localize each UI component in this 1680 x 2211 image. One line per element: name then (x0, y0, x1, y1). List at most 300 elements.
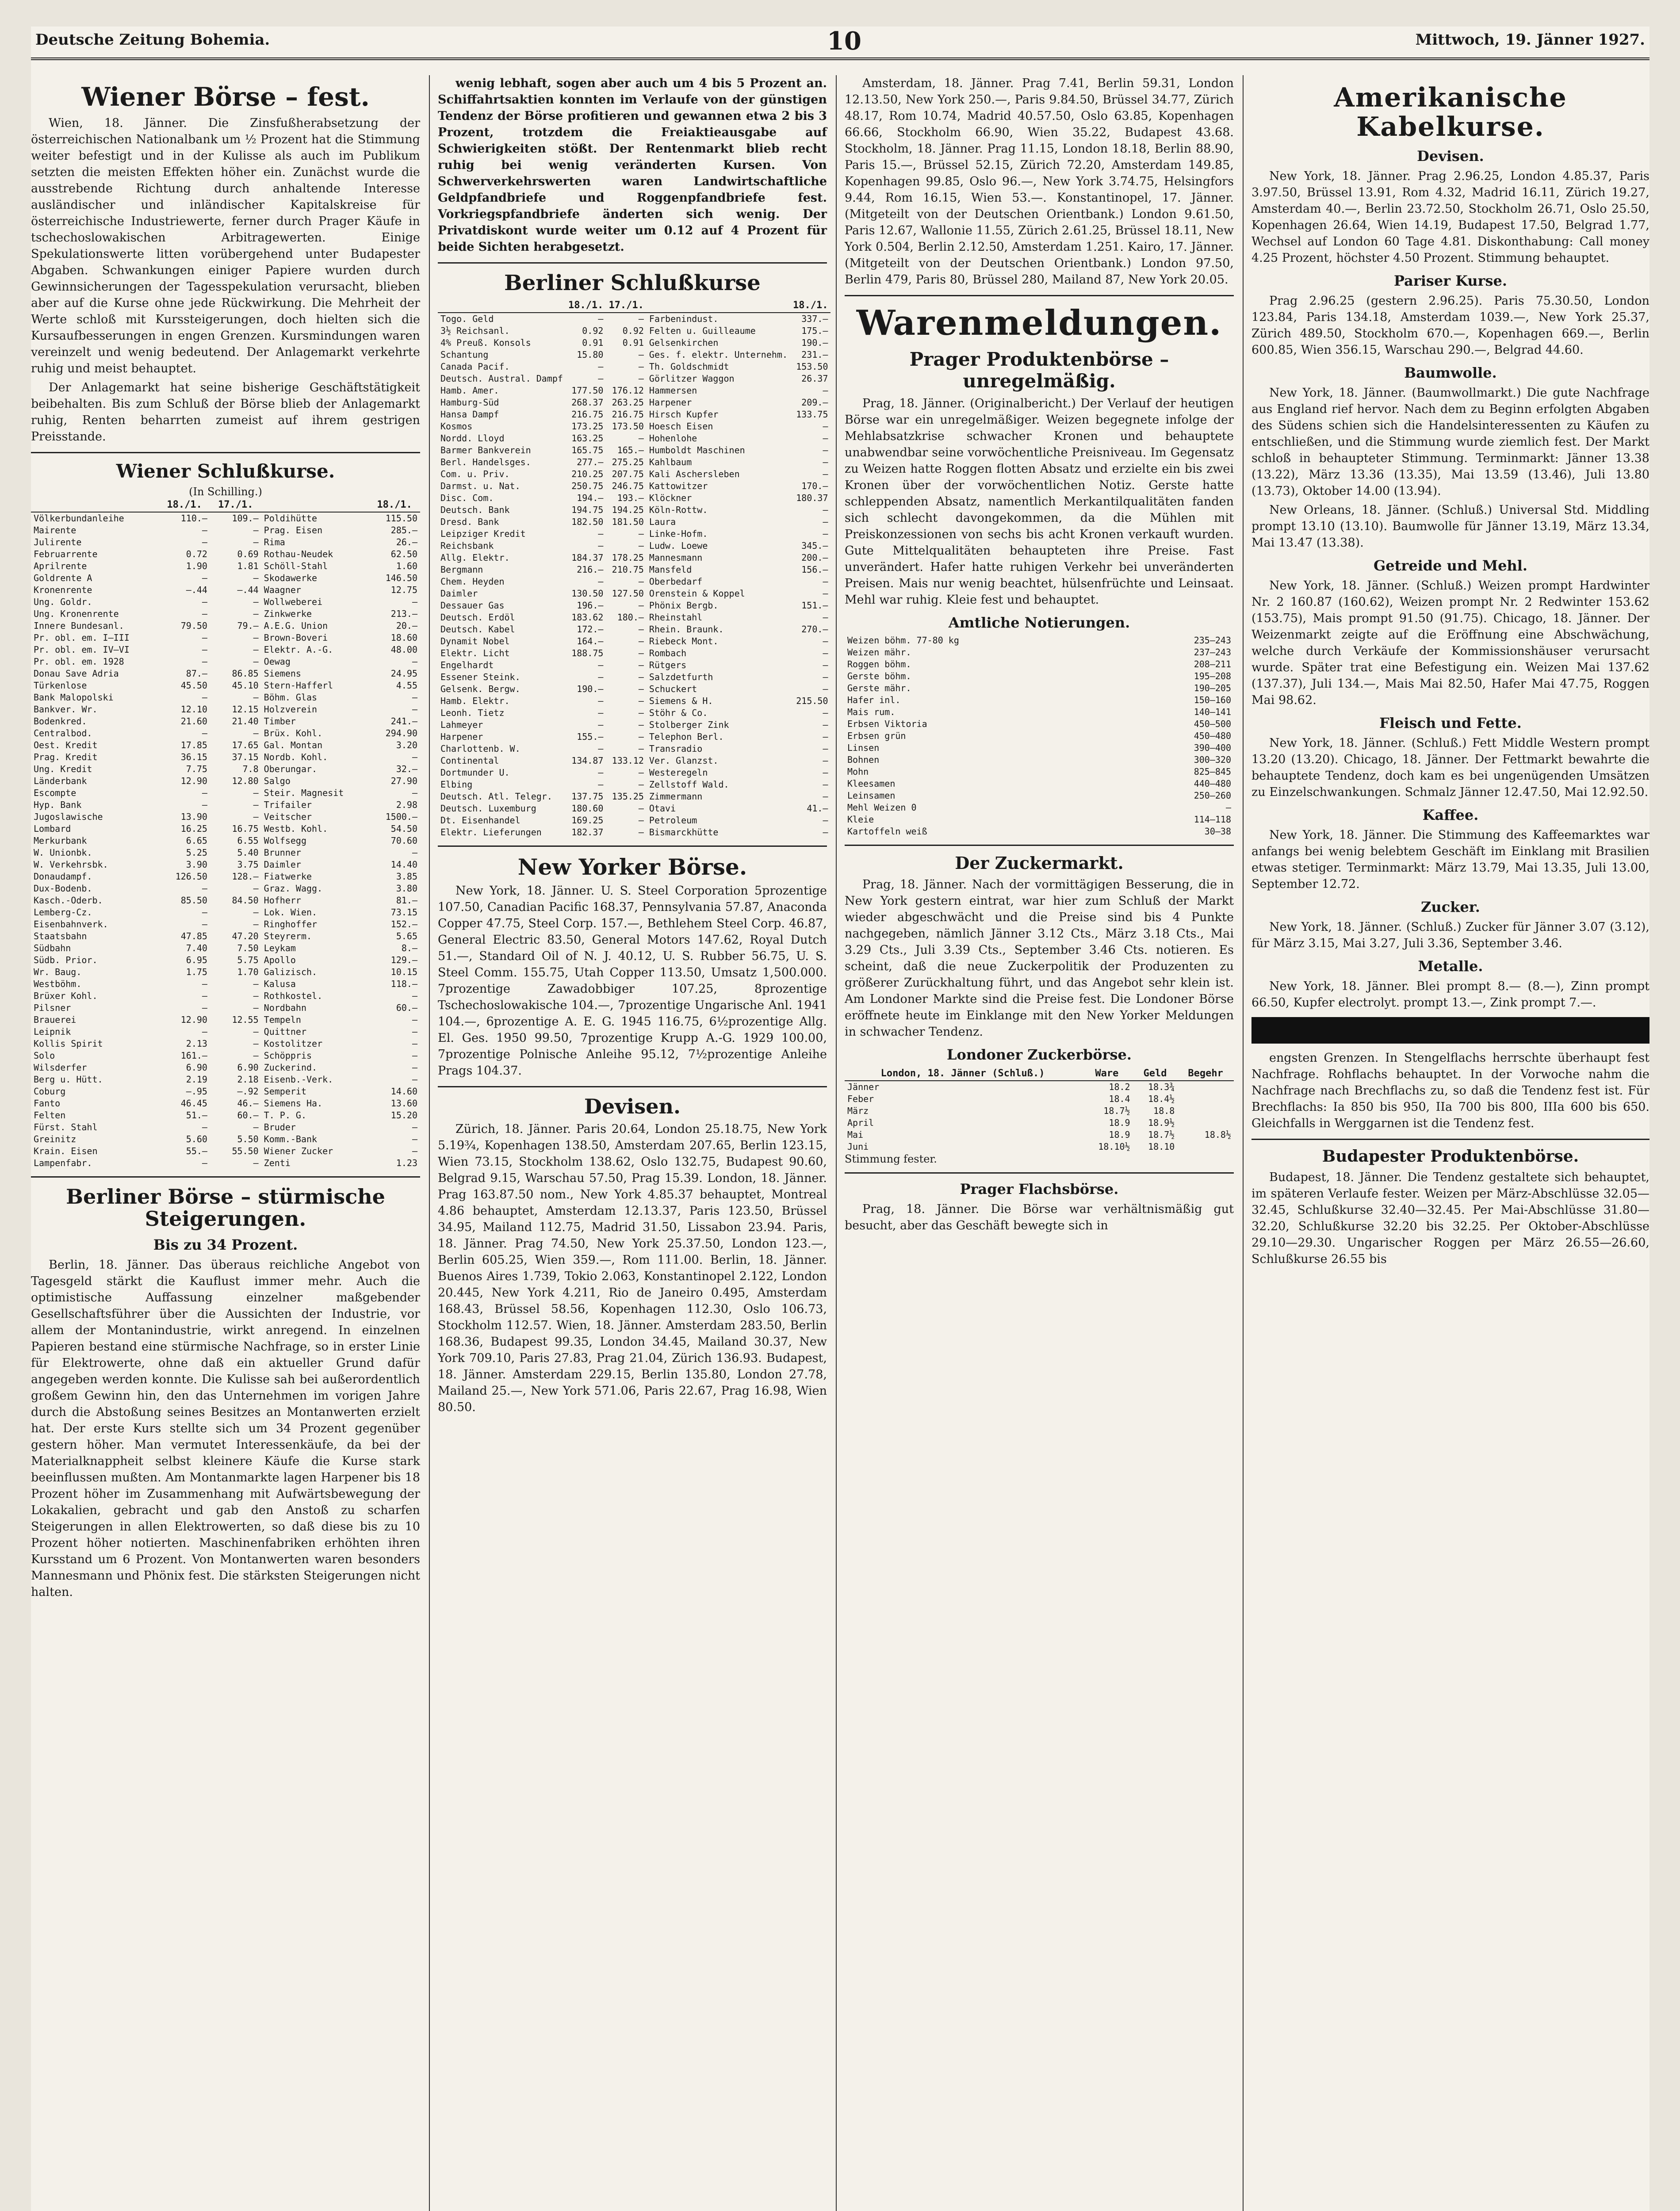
table-cell: 1.81 (237, 560, 259, 571)
table-row (31, 799, 420, 811)
table-cell: Riebeck Mont. (649, 635, 719, 646)
table-cell: — (638, 576, 644, 587)
table-cell: — (202, 883, 207, 894)
table-cell: — (823, 635, 828, 646)
table-row (31, 739, 420, 751)
table-cell: Südb. Prior. (34, 954, 98, 965)
table-cell: — (202, 1002, 207, 1013)
table-cell: Th. Goldschmidt (649, 361, 729, 372)
table-cell: Juni (847, 1141, 869, 1152)
table-cell: Fürst. Stahl (34, 1121, 98, 1132)
table-cell: Jänner (847, 1081, 880, 1092)
table-cell: 5.65 (396, 930, 417, 941)
table-cell: Krain. Eisen (34, 1145, 98, 1156)
table-cell: Apollo (264, 954, 296, 965)
table-cell: Dessauer Gas (440, 600, 505, 611)
table-row (31, 560, 420, 572)
table-row (31, 1074, 420, 1086)
table-cell: Kahlbaum (649, 456, 692, 467)
table-cell: 300—320 (1194, 754, 1231, 765)
table-cell: 140—141 (1194, 706, 1231, 717)
table-cell: 184.37 (571, 552, 604, 563)
col-header: London, 18. Jänner (Schluß.) (845, 1067, 1081, 1081)
table-cell: 6.65 (186, 835, 207, 846)
article-title-new-yorker-boerse: New Yorker Börse. (517, 853, 747, 880)
table-cell: Semperit (264, 1086, 306, 1097)
table-cell: 41.— (807, 803, 828, 814)
table-cell: 17.65 (232, 739, 259, 750)
article-title-flachsboerse: Prager Flachsbörse. (960, 1180, 1119, 1197)
table-row (438, 325, 830, 337)
table-cell: 210.25 (571, 468, 604, 479)
table-cell: — (823, 719, 828, 730)
table-cell: 235—243 (1194, 635, 1231, 646)
table-cell: 36.15 (180, 751, 207, 762)
table-cell: Telephon Berl. (649, 731, 724, 742)
table-cell: — (412, 1038, 417, 1049)
table-row (438, 492, 830, 504)
table-row (31, 680, 420, 692)
table-cell: Linke-Hofm. (649, 528, 708, 539)
divider (31, 452, 420, 453)
table-cell: Siemens Ha. (264, 1098, 323, 1109)
table-cell: 277.— (577, 456, 604, 467)
table-cell: Oest. Kredit (34, 739, 98, 750)
table-cell: 137.75 (571, 791, 604, 802)
table-cell: 60.— (396, 1002, 417, 1013)
table-cell: 51.— (186, 1109, 207, 1121)
table-cell: Rothkostel. (264, 990, 323, 1001)
table-cell: Mairente (34, 524, 77, 536)
table-row (31, 632, 420, 644)
table-cell: 294.90 (385, 727, 417, 738)
table-cell: Länderbank (34, 775, 87, 786)
table-cell: 173.25 (571, 421, 604, 432)
table-cell: 26.— (396, 536, 417, 547)
table-cell: Bismarckhütte (649, 826, 719, 838)
table-cell: Stern-Hafferl (264, 680, 333, 691)
table-cell: Brüxer Kohl. (34, 990, 98, 1001)
table-cell: 118.— (390, 978, 417, 989)
table-cell: — (638, 683, 644, 694)
table-cell: Com. u. Priv. (440, 468, 510, 479)
table-cell: Nordb. Kohl. (264, 751, 328, 762)
table-cell: Staatsbahn (34, 930, 87, 941)
article-title-produktenboerse: Prager Produktenbörse – unregelmäßig. (909, 348, 1169, 392)
table-cell: 54.50 (390, 823, 417, 834)
table-cell: Merkurbank (34, 835, 87, 846)
table-cell: — (253, 918, 259, 930)
table-cell: Oewag (264, 656, 291, 667)
table-row (438, 409, 830, 421)
table-cell: 60.— (237, 1109, 259, 1121)
table-cell: 268.37 (571, 397, 604, 408)
table-cell: — (412, 656, 417, 667)
divider (845, 295, 1234, 296)
table-cell: 18.4½ (1148, 1093, 1175, 1104)
table-row (31, 775, 420, 787)
table-cell: — (412, 704, 417, 715)
article-body: Prag, 18. Jänner. Nach der vormittägigen Besserung, die in New York gestern eintrat, war hier zum Schluß der Markt wieder abgeschwächt und die Preise sind bis 4 Punkte nachgegeben, nämlich Jänner 3.12 Cts., März 3.18 Cts., Mai 3.29 Cts., Juli 3.39 Cts., September 3.46 Cts. notieren. Es scheint, daß die neue Zuckerpolitik der Produzenten zu größerer Zurückhaltung führt, und das Angebot sehr klein ist. Am Londoner Markte sind die Preise fest. Die Londoner Börse eröffnete heute im Einklange mit den New Yorker Meldungen in schwacher Tendenz. (845, 877, 1234, 1039)
table-cell: — (823, 468, 828, 479)
table-cell: — (823, 504, 828, 515)
table-cell: April (847, 1117, 874, 1128)
table-cell: — (598, 528, 604, 539)
table-cell: Steyrerm. (264, 930, 312, 941)
table-cell: 5.50 (237, 1133, 259, 1144)
article-body: Prag, 18. Jänner. Die Börse war verhältnismäßig gut besucht, aber das Geschäft bewegte sich in (845, 1202, 1234, 1232)
table-row (31, 1014, 420, 1026)
table-cell: 128.— (232, 871, 259, 882)
table-cell: Görlitzer Waggon (649, 373, 735, 384)
table-cell: Reichsbank (440, 540, 494, 551)
table-cell: Erbsen Viktoria (847, 718, 927, 729)
table-cell: 450—500 (1194, 718, 1231, 729)
table-cell: — (202, 907, 207, 918)
wiener-schlusskurse-table (31, 498, 420, 1169)
table-cell: 155.— (577, 731, 604, 742)
table-cell: — (253, 990, 259, 1001)
table-cell: — (202, 692, 207, 703)
table-cell: Mannesmann (649, 552, 703, 563)
table-cell: Salgo (264, 775, 291, 786)
notierungen-table (845, 635, 1234, 838)
table-cell: 175.— (801, 325, 828, 336)
table-cell: Hyp. Bank (34, 799, 82, 810)
table-cell: — (823, 826, 828, 838)
table-cell: 180.— (617, 612, 644, 623)
table-cell: Ung. Goldr. (34, 596, 92, 607)
table-cell: 270.— (801, 624, 828, 635)
table-cell: — (253, 656, 259, 667)
table-cell: 133.75 (796, 409, 828, 420)
table-row (31, 1086, 420, 1098)
table-cell: 176.12 (612, 385, 644, 396)
subsection-kaffee: Kaffee. (1422, 807, 1479, 823)
table-cell: Westb. Kohl. (264, 823, 328, 834)
column-rule (1243, 75, 1244, 2211)
table-cell: 21.40 (232, 715, 259, 727)
table-cell: Rombach (649, 647, 687, 658)
table-cell: 151.— (801, 600, 828, 611)
table-row (31, 751, 420, 763)
table-cell: — (638, 671, 644, 682)
table-row (31, 1002, 420, 1014)
table-cell: — (253, 1157, 259, 1168)
table-cell: Prag. Eisen (264, 524, 323, 536)
table-cell: 3.75 (237, 859, 259, 870)
table-cell: 0.69 (237, 548, 259, 559)
table-cell: — (253, 1121, 259, 1132)
table-cell: — (823, 791, 828, 802)
table-header-row (845, 1067, 1234, 1081)
table-cell: Veitscher (264, 811, 312, 822)
table-row (845, 766, 1234, 778)
table-cell: — (253, 1026, 259, 1037)
table-cell: — (823, 707, 828, 718)
table-cell: 180.37 (796, 492, 828, 503)
table-row (438, 313, 830, 325)
table-row (31, 787, 420, 799)
table-cell: — (412, 847, 417, 858)
table-cell: Deutsch. Bank (440, 504, 510, 515)
table-cell: Deutsch. Kabel (440, 624, 515, 635)
article-subtitle: Bis zu 34 Prozent. (153, 1236, 298, 1253)
table-row (845, 1105, 1234, 1117)
table-cell: — (638, 361, 644, 372)
table-row (845, 814, 1234, 826)
table-row (438, 552, 830, 564)
table-cell: Togo. Geld (440, 313, 494, 324)
table-cell: Rhein. Braunk. (649, 624, 724, 635)
table-cell: — (202, 644, 207, 655)
table-cell: 1.90 (186, 560, 207, 571)
table-cell: — (202, 656, 207, 667)
table-cell: Februarrente (34, 548, 98, 559)
table-cell: Brauerei (34, 1014, 77, 1025)
table-cell: Zuckerind. (264, 1062, 318, 1073)
table-cell: Berg u. Hütt. (34, 1074, 103, 1085)
table-row (438, 647, 830, 659)
table-row (438, 683, 830, 695)
table-cell: 10.15 (390, 966, 417, 977)
table-cell: Dux-Bodenb. (34, 883, 92, 894)
table-cell: Orenstein & Koppel (649, 588, 745, 599)
table-cell: 0.91 (582, 337, 604, 348)
table-cell: Fiatwerke (264, 871, 312, 882)
table-cell: 3.20 (396, 739, 417, 750)
table-cell: Wr. Baug. (34, 966, 82, 977)
divider (438, 1086, 827, 1087)
table-cell: 164.— (577, 635, 604, 646)
table-row (845, 646, 1234, 658)
table-row (31, 668, 420, 680)
table-cell: — (253, 799, 259, 810)
table-cell: 6.55 (237, 835, 259, 846)
table-cell: — (638, 600, 644, 611)
col-header: 18./1. (369, 498, 420, 512)
table-cell: Charlottenb. W. (440, 743, 520, 754)
table-cell: Donau Save Adria (34, 668, 119, 679)
table-cell: Kartoffeln weiß (847, 826, 927, 837)
table-cell: Julirente (34, 536, 82, 547)
col-header: 18./1. (159, 498, 210, 512)
table-cell: Goldrente A (34, 572, 92, 583)
table-row (438, 767, 830, 779)
table-cell: — (253, 524, 259, 536)
table-cell: Deutsch. Luxemburg (440, 803, 536, 814)
table-cell: Felten u. Guilleaume (649, 325, 756, 336)
table-cell: 127.50 (612, 588, 644, 599)
table-cell: 48.00 (390, 644, 417, 655)
table-cell: 12.90 (180, 775, 207, 786)
table-cell: Allg. Elektr. (440, 552, 510, 563)
table-cell: 110.— (180, 513, 207, 524)
table-cell: 152.— (390, 918, 417, 930)
table-cell: — (638, 707, 644, 718)
black-bar (1251, 1017, 1649, 1044)
table-cell: Dynamit Nobel (440, 635, 510, 646)
table-cell: 30—38 (1204, 826, 1231, 837)
table-cell: Solo (34, 1050, 55, 1061)
table-row (845, 802, 1234, 814)
table-cell: — (823, 516, 828, 527)
table-cell: Rothau-Neudek (264, 548, 333, 559)
table-cell: 0.91 (622, 337, 644, 348)
table-cell: 13.90 (180, 811, 207, 822)
table-cell: — (202, 787, 207, 798)
table-cell: 4% Preuß. Konsols (440, 337, 531, 348)
table-row (845, 1081, 1234, 1093)
col-header: 17./1. (210, 498, 261, 512)
table-cell: 135.25 (612, 791, 644, 802)
table-row (845, 730, 1234, 742)
article-body: New York, 18. Jänner. Prag 2.96.25, London 4.85.37, Paris 3.97.50, Brüssel 13.91, Rom 4.32, Madrid 16.11, Zürich 19.27, Amsterdam 40.—, Berlin 23.72.50, Stockholm 26.71, Oslo 25.50, Kopenhagen 26.64, Wien 14.19, Budapest 17.50, Belgrad 1.77, Wechsel auf London 60 Tage 4.81. Diskonthabung: Call money 4.25 Prozent, höchster 4.50 Prozent. Stimmung behauptet. (1251, 169, 1649, 265)
table-title-berliner-schlusskurse: Berliner Schlußkurse (504, 271, 761, 295)
table-cell: 216.— (577, 564, 604, 575)
table-cell: Kleie (847, 814, 874, 825)
table-cell: Leonh. Tietz (440, 707, 505, 718)
table-row (31, 907, 420, 918)
table-row (845, 742, 1234, 754)
col-header: Ware (1081, 1067, 1133, 1081)
table-cell: Otavi (649, 803, 676, 814)
table-cell: Nordd. Lloyd (440, 432, 505, 444)
table-row (31, 608, 420, 620)
table-row (31, 811, 420, 823)
table-cell: 146.50 (385, 572, 417, 583)
table-cell: Kostolitzer (264, 1038, 323, 1049)
table-cell: 209.— (801, 397, 828, 408)
table-cell: Bohnen (847, 754, 880, 765)
table-cell: Centralbod. (34, 727, 92, 738)
table-header-row (438, 298, 830, 313)
table-row (438, 432, 830, 444)
table-row (31, 871, 420, 883)
table-cell: 17.85 (180, 739, 207, 750)
table-row (845, 635, 1234, 646)
column-1 (31, 75, 420, 2211)
table-cell: Continental (440, 755, 499, 766)
table-row (31, 715, 420, 727)
table-cell: Zellstoff Wald. (649, 779, 729, 790)
table-cell: — (823, 815, 828, 826)
subsection-devisen: Devisen. (1417, 148, 1484, 164)
table-cell: 47.85 (180, 930, 207, 941)
table-cell: — (412, 1062, 417, 1073)
table-cell: — (412, 692, 417, 703)
table-cell: Donaudampf. (34, 871, 92, 882)
table-cell: Timber (264, 715, 296, 727)
table-cell (1177, 1093, 1234, 1105)
table-row (31, 704, 420, 715)
table-cell: — (412, 596, 417, 607)
table-cell: Westböhm. (34, 978, 82, 989)
table-cell: Völkerbundanleihe (34, 513, 124, 524)
table-cell: — (638, 373, 644, 384)
table-cell: — (823, 385, 828, 396)
table-cell: Ung. Kredit (34, 763, 92, 774)
table-cell: Hirsch Kupfer (649, 409, 719, 420)
table-note: Stimmung fester. (845, 1152, 937, 1165)
table-cell: 193.— (617, 492, 644, 503)
table-cell: Linsen (847, 742, 880, 753)
table-cell: Ver. Glanzst. (649, 755, 719, 766)
article-body: New Orleans, 18. Jänner. (Schluß.) Universal Std. Middling prompt 13.10 (13.10). Baumwolle für Jänner 13.19, März 13.34, Mai 13.47 (13.38). (1251, 503, 1649, 550)
table-cell: A.E.G. Union (264, 620, 328, 631)
table-cell: — (598, 695, 604, 706)
table-cell: — (202, 799, 207, 810)
section-title-warenmeldungen: Warenmeldungen. (856, 303, 1222, 343)
table-cell: Gerste böhm. (847, 670, 911, 681)
article-title-budapester: Budapester Produktenbörse. (1322, 1147, 1579, 1166)
table-row (438, 444, 830, 456)
table-cell: — (202, 1157, 207, 1168)
table-cell: Quittner (264, 1026, 306, 1037)
table-cell: Hohenlohe (649, 432, 697, 444)
table-cell: 172.— (577, 624, 604, 635)
table-row (31, 512, 420, 524)
table-cell: — (253, 978, 259, 989)
table-cell: Südbahn (34, 942, 71, 953)
table-row (438, 456, 830, 468)
article-body: wenig lebhaft, sogen aber auch um 4 bis 5 Prozent an. Schiffahrtsaktien konnten im Verlaufe von der günstigen Tendenz der Börse profitieren und gewannen etwa 2 bis 3 Prozent, trotzdem die Freiaktieausgabe auf Schwierigkeiten stößt. Der Rentenmarkt blieb recht ruhig bei wenig veränderten Kursen. Von Schwerverkehrswerten waren Landwirtschaftliche Geldpfandbriefe und Roggenpfandbriefe fest. Vorkriegspfandbriefe änderten sich wenig. Der Privatdiskont wurde weiter um 0.12 auf 4 Prozent für beide Sichten herabgesetzt. (438, 77, 827, 254)
table-row (438, 361, 830, 373)
column-rule (429, 75, 430, 2211)
table-row (845, 1141, 1234, 1153)
table-cell: 81.— (396, 895, 417, 906)
table-cell: — (823, 612, 828, 623)
table-row (31, 823, 420, 835)
table-cell: — (202, 596, 207, 607)
table-cell: — (823, 767, 828, 778)
table-cell: 55.— (186, 1145, 207, 1156)
divider (31, 1176, 420, 1178)
table-row (845, 790, 1234, 802)
table-cell: — (823, 743, 828, 754)
table-cell: — (823, 731, 828, 742)
table-row (438, 719, 830, 731)
table-cell: 450—480 (1194, 730, 1231, 741)
table-row (31, 895, 420, 907)
table-cell (1177, 1105, 1234, 1117)
table-cell: 200.— (801, 552, 828, 563)
table-cell: — (823, 576, 828, 587)
table-cell: 18.3¾ (1148, 1081, 1175, 1092)
table-cell: 345.— (801, 540, 828, 551)
table-cell: — (412, 1121, 417, 1132)
londoner-zucker-table (845, 1067, 1234, 1153)
table-cell: Zenti (264, 1157, 291, 1168)
table-cell: 12.10 (180, 704, 207, 715)
table-cell: Ges. f. elektr. Unternehm. (649, 349, 788, 360)
table-cell: Ludw. Loewe (649, 540, 708, 551)
table-cell: — (253, 596, 259, 607)
table-cell: 46.45 (180, 1098, 207, 1109)
table-cell: — (202, 727, 207, 738)
table-cell: 84.50 (232, 895, 259, 906)
table-cell: Siemens (264, 668, 301, 679)
table-cell: 14.60 (390, 1086, 417, 1097)
table-cell: 109.— (232, 513, 259, 524)
table-cell: Türkenlose (34, 680, 87, 691)
table-cell: Mai (847, 1129, 864, 1140)
table-row (438, 540, 830, 552)
table-cell: Holzverein (264, 704, 318, 715)
table-cell: 18.7½ (1148, 1129, 1175, 1140)
table-cell: — (823, 444, 828, 455)
table-cell: 163.25 (571, 432, 604, 444)
